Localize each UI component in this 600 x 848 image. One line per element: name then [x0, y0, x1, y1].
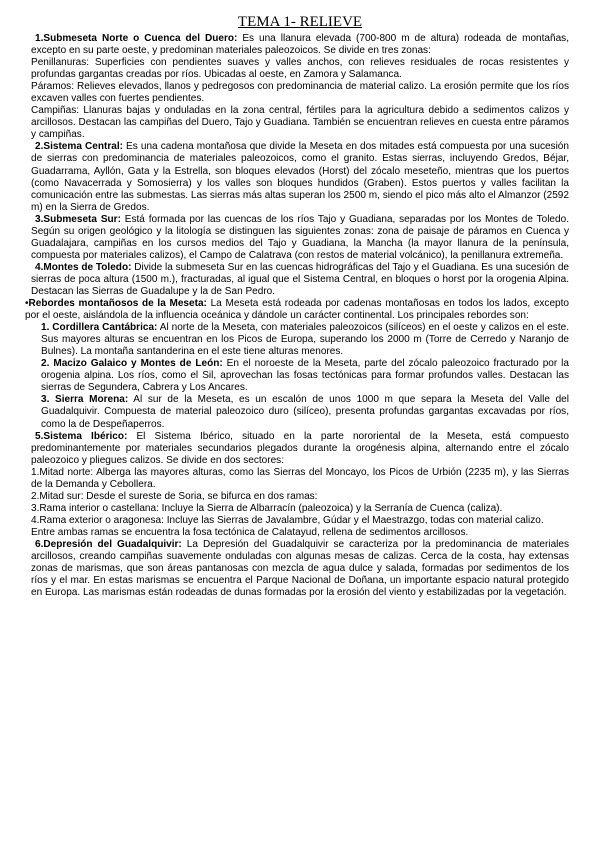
reborde-item: [31, 358, 569, 394]
iberico-line: 3.Rama interior o castellana: Incluye la Sierra de Albarracín (paleozoica) y la Serranía de Cuenca (caliza).: [31, 502, 503, 514]
iberico-line: Entre ambas ramas se encuentra la fosa tectónica de Calatayud, rellena de sedimentos arcillosos.: [31, 526, 469, 538]
section-rebordes: [25, 298, 569, 322]
iberico-line: 1.Mitad norte: Alberga las mayores alturas, como las Sierras del Moncayo, los Picos de Urbión (2235 m), y las Sierras de la Demanda y Cebollera.: [31, 466, 569, 490]
bullet-icon: •: [25, 298, 29, 310]
iberico-line: 4.Rama exterior o aragonesa: Incluye las Sierras de Javalambre, Gúdar y el Maestrazgo, todas con material calizo.: [31, 514, 544, 526]
section-heading: 4.Montes de Toledo:: [35, 261, 132, 273]
section-heading: 3.Submeseta Sur:: [35, 213, 121, 225]
zone-paramos: Páramos: Relieves elevados, llanos y pedregosos con predominancia de material calizo. La erosión permite que los ríos excaven valles con fuertes pendientes.: [31, 81, 569, 105]
section-heading: 1.Submeseta Norte o Cuenca del Duero:: [35, 33, 238, 44]
section-text: La Meseta está rodeada por cadenas montañosas en todos los lados, excepto por el oeste, aislándola de la influencia oceánica y dándole un carácter continental. Los principales rebordes son:: [25, 298, 570, 322]
section-heading: Rebordes montañosos de la Meseta:: [28, 298, 207, 310]
section-heading: 6.Depresión del Guadalquivir:: [35, 538, 182, 550]
zone-penillanuras: Penillanuras: Superficies con pendientes suaves y valles anchos, con relieves residuales de rocas resistentes y profundas gargantas creadas por ríos. Ubicadas al oeste, en Zamora y Salamanca.: [31, 57, 569, 81]
section-sistema-central: [31, 141, 569, 213]
section-guadalquivir: [31, 539, 569, 599]
reborde-item: [31, 394, 569, 430]
section-sistema-iberico: [31, 431, 569, 467]
page-title: TEMA 1- RELIEVE: [237, 14, 363, 30]
section-submeseta-sur: [31, 214, 569, 262]
section-heading: 5.Sistema Ibérico:: [35, 430, 128, 442]
reborde-heading: 3. Sierra Morena:: [41, 394, 129, 406]
reborde-text: En el noroeste de la Meseta, parte del zócalo paleozoico fracturado por la orogenia alpina. Los ríos, como el Sil, aprovechan las fosas tectónicas para formar profundos valles. Destacan las sierras de Segundera, Cabrera y Los Ancares.: [41, 358, 569, 394]
section-montes-toledo: [31, 262, 569, 298]
reborde-text: Al sur de la Meseta, es un escalón de unos 1000 m que separa la Meseta del Valle del Guadalquivir. Compuesta de material paleozoico duro (silíceo), presenta profundas gargantas excavadas por ríos, como la de Despeñaperros.: [41, 394, 569, 430]
section-text: Divide la submeseta Sur en las cuencas hidrográficas del Tajo y el Guadiana. Es una sucesión de sierras de poca altura (1500 m.), fracturadas, al igual que el Sistema Central, en bloques o horst por la orogenia Alpina. Destacan las Sierras de Guadalupe y la de San Pedro.: [31, 261, 569, 297]
section-text: Es una llanura elevada (700-800 m de altura) rodeada de montañas, excepto en su parte oeste, y predominan materiales paleozoicos. Se divide en tres zonas:: [31, 33, 569, 57]
section-text: La Depresión del Guadalquivir se caracteriza por la predominancia de materiales arcillosos, creando campiñas suavemente onduladas con algunas mesas de calizas. Cerca de la costa, hay extensas zonas de marismas, que son áreas pantanosas con mezcla de agua dulce y salada, formadas por sedimentos de los ríos y el mar. En estas marismas se encuentra el Parque Nacional de Doñana, un importante espacio natural protegido en Europa. Las marismas están rodeadas de dunas formadas por la erosión del viento y estabilizadas por la vegetación.: [31, 538, 570, 599]
section-text: Está formada por las cuencas de los ríos Tajo y Guadiana, separadas por los Montes de Toledo. Según su origen geológico y la litología se distinguen las siguientes zonas: zona de paisaje de páramos en Cuenca y Guadalajara, campiñas en los cursos medios del Tajo y Guadiana, la Mancha (la mayor llanura de la península, compuesta por materiales calizos), el Campo de Calatrava (con restos de material volcánico), la penillanura extremeña.: [31, 213, 569, 261]
reborde-heading: 1. Cordillera Cantábrica:: [41, 322, 158, 334]
reborde-heading: 2. Macizo Galaico y Montes de León:: [41, 358, 223, 370]
section-submeseta-norte: [31, 33, 569, 57]
section-text: Es una cadena montañosa que divide la Meseta en dos mitades está compuesta por una sucesión de sierras con predominancia de materiales paleozoicos, como el granito. Estas sierras, incluyendo Gredos, Béjar, Guadarrama, Ayllón, Gata y la Estrella, son bloques elevados (Horst) del zócalo meseteño, mientras que los puertos (como Navacerrada y Somosierra) y los valles son bloques hundidos (Graben). Estos puertos y valles facilitan la comunicación entre las submestas. Las sierras más altas superan los 2500 m, siendo el pico más alto el Almanzor (2592 m) en la Sierra de Gredos.: [31, 141, 569, 213]
section-text: El Sistema Ibérico, situado en la parte nororiental de la Meseta, está compuesto predominantemente por materiales secundarios plegados durante la orogénesis alpina, alternando entre el zócalo paleozoico y pliegues calizos. Se divide en dos sectores:: [31, 430, 569, 466]
reborde-item: [31, 322, 569, 358]
zone-campinas: Campiñas: Llanuras bajas y onduladas en la zona central, fértiles para la agricultura debido a sedimentos calizos y arcillosos. Destacan las campiñas del Duero, Tajo y Guadiana. También se encuentran relieves en cuesta entre páramos y campiñas.: [31, 105, 569, 141]
reborde-text: Al norte de la Meseta, con materiales paleozoicos (silíceos) en el oeste y calizos en el este. Sus mayores alturas se encuentran en los Picos de Europa, superando los 2000 m (Torre de Cerredo y Naranjo de Bulnes). La montaña santanderina en el este tiene alturas menores.: [41, 322, 569, 358]
section-heading: 2.Sistema Central:: [35, 141, 123, 153]
iberico-line: 2.Mitad sur: Desde el sureste de Soria, se bifurca en dos ramas:: [31, 490, 318, 502]
